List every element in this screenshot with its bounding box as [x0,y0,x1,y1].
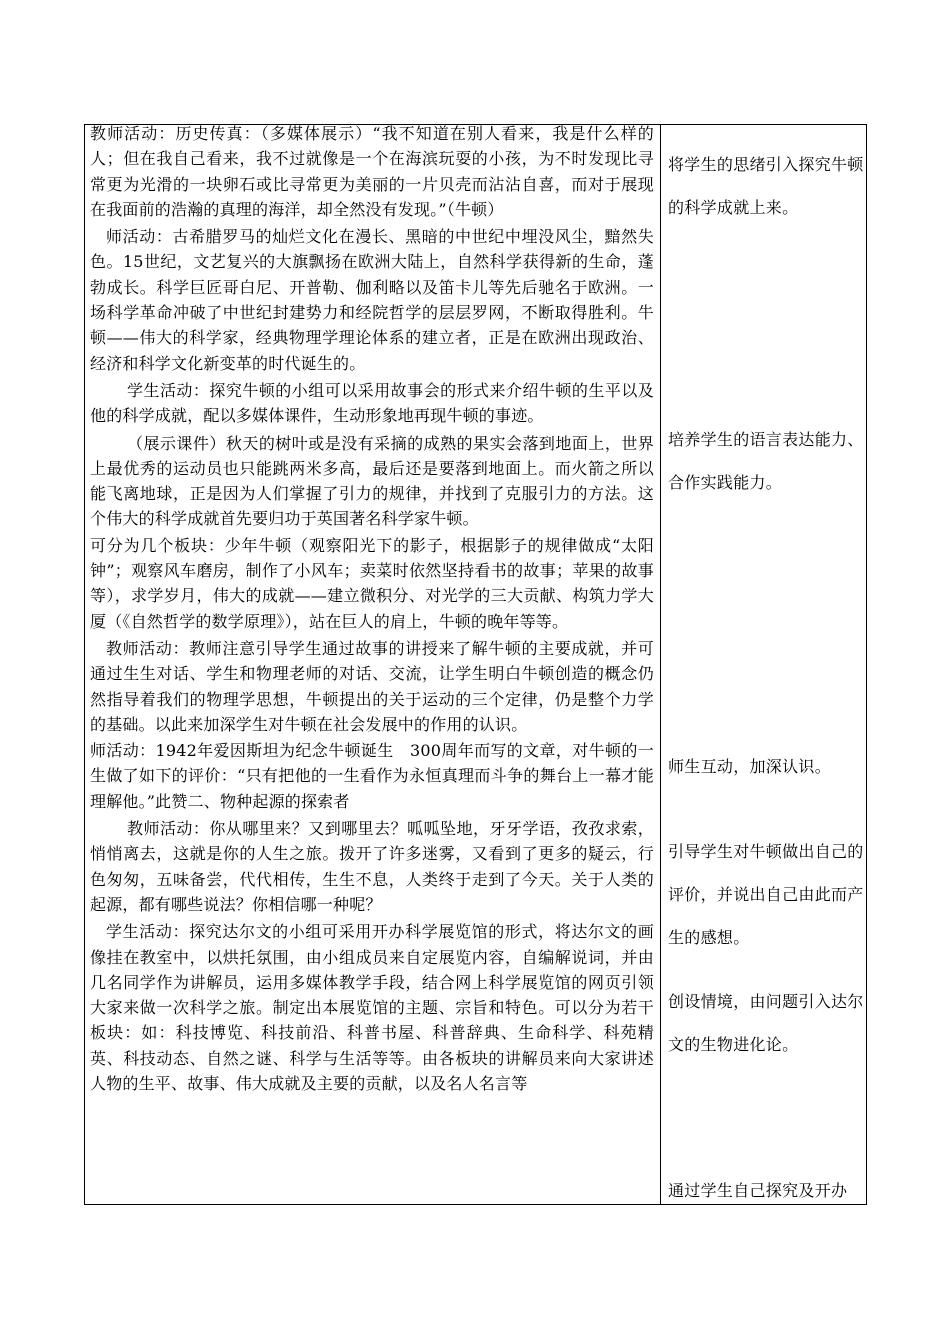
paragraph-renaissance: 师活动：古希腊罗马的灿烂文化在漫长、黑暗的中世纪中埋没风尘，黯然失色。15世纪，文艺复兴的大旗飘扬在欧洲大陆上，自然科学获得新的生命，蓬勃成长。科学巨匠哥白尼、开普勒、伽利略以及笛卡儿等先后驰名于欧洲。一场科学革命冲破了中世纪封建势力和经院哲学的层层罗网，不断取得胜利。牛顿——伟大的科学家，经典物理学理论体系的建立者，正是在欧洲出现政治、经济和科学文化新变革的时代诞生的。 [90,227,654,373]
note-student-exploration: 通过学生自己探究及开办 [668,1181,848,1200]
paragraph-einstein: 师活动：1942年爱因斯坦为纪念牛顿诞生 300周年而写的文章，对牛顿的一生做了如下的评价：“只有把他的一生看作为永恒真理而斗争的舞台上一幕才能理解他。”此赞二、物种起源的探索者 [90,741,654,811]
paragraph-courseware: （展示课件）秋天的树叶或是没有采摘的成熟的果实会落到地面上，世界上最优秀的运动员也只能跳两米多高，最后还是要落到地面上。而火箭之所以能飞离地球，正是因为人们掌握了引力的规律，并找到了克服引力的方法。这个伟大的科学成就首先要归功于英国著名科学家牛顿。 [90,433,654,529]
note-interaction: 师生互动，加深认识。 [668,757,832,776]
paragraph-origin-of-human: 教师活动：你从哪里来？又到哪里去？呱呱坠地，牙牙学语，孜孜求索，悄悄离去，这就是你的人生之旅。拨开了许多迷雾，又看到了更多的疑云，行色匆匆，五味备尝，代代相传，生生不息，人类终于走到了今天。关于人类的起源，都有哪些说法？你相信哪一种呢？ [90,819,654,914]
column-divider [660,125,661,1204]
note-language-skills: 培养学生的语言表达能力、合作实践能力。 [668,430,864,492]
paragraph-sections: 可分为几个板块：少年牛顿（观察阳光下的影子，根据影子的规律做成“太阳钟”；观察风车磨房，制作了小风车；卖菜时依然坚持看书的故事；苹果的故事等），求学岁月，伟大的成就——建立微积分、对光学的三大贡献、构筑力学大厦（《自然哲学的数学原理》），站在巨人的肩上，牛顿的晚年等等。 [90,535,654,631]
teaching-activities-column [90,125,654,1096]
note-evaluate-newton: 引导学生对牛顿做出自己的评价，并说出自己由此而产生的感想。 [668,842,864,947]
note-darwin-intro: 创设情境，由问题引入达尔文的生物进化论。 [668,992,864,1054]
paragraph-teacher-guidance: 教师活动：教师注意引导学生通过故事的讲授来了解牛顿的主要成就，并可通过生生对话、学生和物理老师的对话、交流，让学生明白牛顿创造的概念仍然指导着我们的物理学思想，牛顿提出的关于运动的三个定律，仍是整个力学的基础。以此来加深学生对牛顿在社会发展中的作用的认识。 [90,638,654,734]
paragraph-history-quote: 教师活动：历史传真：（多媒体展示）“我不知道在别人看来，我是什么样的人；但在我自己看来，我不过就像是一个在海滨玩耍的小孩，为不时发现比寻常更为光滑的一块卵石或比寻常更为美丽的一片贝壳而沾沾自喜，而对于展现在我面前的浩瀚的真理的海洋，却全然没有发现。”（牛顿） [90,124,654,219]
note-newton-achievement: 将学生的思绪引入探究牛顿的科学成就上来。 [668,155,864,217]
lesson-plan-table [84,124,867,1205]
paragraph-darwin-exhibition: 学生活动：探究达尔文的小组可采用开办科学展览馆的形式，将达尔文的画像挂在教室中，以烘托氛围，由小组成员来自定展览内容，自编解说词，并由几名同学作为讲解员，运用多媒体教学手段，结合网上科学展览馆的网页引领大家来做一次科学之旅。制定出本展览馆的主题、宗旨和特色。可以分为若干板块：如：科技博览、科技前沿、科普书屋、科普辞典、生命科学、科苑精英、科技动态、自然之谜、科学与生活等等。由各板块的讲解员来向大家讲述人物的生平、故事、伟大成就及主要的贡献，以及名人名言等 [90,922,654,1093]
paragraph-student-newton-group: 学生活动：探究牛顿的小组可以采用故事会的形式来介绍牛顿的生平以及他的科学成就，配以多媒体课件，生动形象地再现牛顿的事迹。 [90,380,654,426]
